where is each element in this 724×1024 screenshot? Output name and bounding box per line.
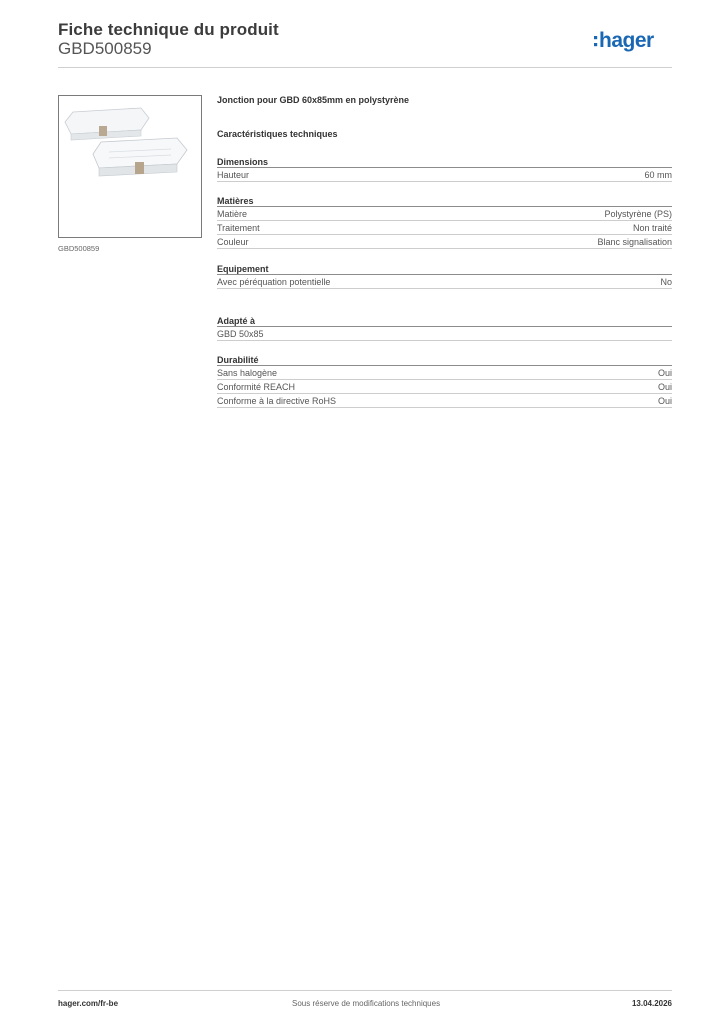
product-illustration xyxy=(59,96,201,237)
spec-row xyxy=(217,207,672,221)
spec-label: Matière xyxy=(217,209,248,219)
spec-row xyxy=(217,235,672,249)
spec-value: 60 mm xyxy=(644,170,672,180)
section-equipment xyxy=(217,263,672,289)
section-durability xyxy=(217,354,672,408)
section-title: Dimensions xyxy=(217,156,672,168)
spec-label: Traitement xyxy=(217,223,260,233)
spec-label: Sans halogène xyxy=(217,368,278,378)
section-adapted xyxy=(217,315,672,341)
product-image xyxy=(58,95,202,238)
product-reference: GBD500859 xyxy=(58,39,152,58)
spec-value: Oui xyxy=(657,396,672,406)
section-title: Durabilité xyxy=(217,354,672,366)
section-title: Adapté à xyxy=(217,315,672,327)
section-title: Matières xyxy=(217,195,672,207)
hager-logo-text: hager xyxy=(599,29,654,52)
spec-value: Oui xyxy=(657,368,672,378)
spec-label: Couleur xyxy=(217,237,249,247)
spec-label: GBD 50x85 xyxy=(217,329,264,339)
spec-value: Non traité xyxy=(632,223,672,233)
page-header xyxy=(58,20,672,68)
spec-value: Oui xyxy=(657,382,672,392)
product-name: Jonction pour GBD 60x85mm en polystyrène xyxy=(217,95,410,105)
spec-row xyxy=(217,394,672,408)
website-link[interactable]: hager.com/fr-be xyxy=(58,999,119,1008)
spec-value: Blanc signalisation xyxy=(597,237,672,247)
spec-value: No xyxy=(660,277,672,287)
spec-row xyxy=(217,168,672,182)
spec-label: Avec péréquation potentielle xyxy=(217,277,331,287)
characteristics-heading: Caractéristiques techniques xyxy=(217,129,338,139)
section-dimensions xyxy=(217,156,672,182)
spec-label: Hauteur xyxy=(217,170,250,180)
image-caption: GBD500859 xyxy=(58,244,100,253)
spec-value: Polystyrène (PS) xyxy=(604,209,672,219)
disclaimer: Sous réserve de modifications techniques xyxy=(292,999,441,1008)
spec-label: Conformité REACH xyxy=(217,382,296,392)
page-footer xyxy=(58,990,672,1014)
spec-row xyxy=(217,275,672,289)
document-date: 13.04.2026 xyxy=(631,999,672,1008)
spec-row xyxy=(217,380,672,394)
spec-label: Conforme à la directive RoHS xyxy=(217,396,337,406)
spec-row xyxy=(217,221,672,235)
section-materials xyxy=(217,195,672,249)
page-title: Fiche technique du produit xyxy=(58,20,279,39)
hager-logo xyxy=(592,28,672,54)
spec-row xyxy=(217,327,672,341)
spec-row xyxy=(217,366,672,380)
section-title: Equipement xyxy=(217,263,672,275)
